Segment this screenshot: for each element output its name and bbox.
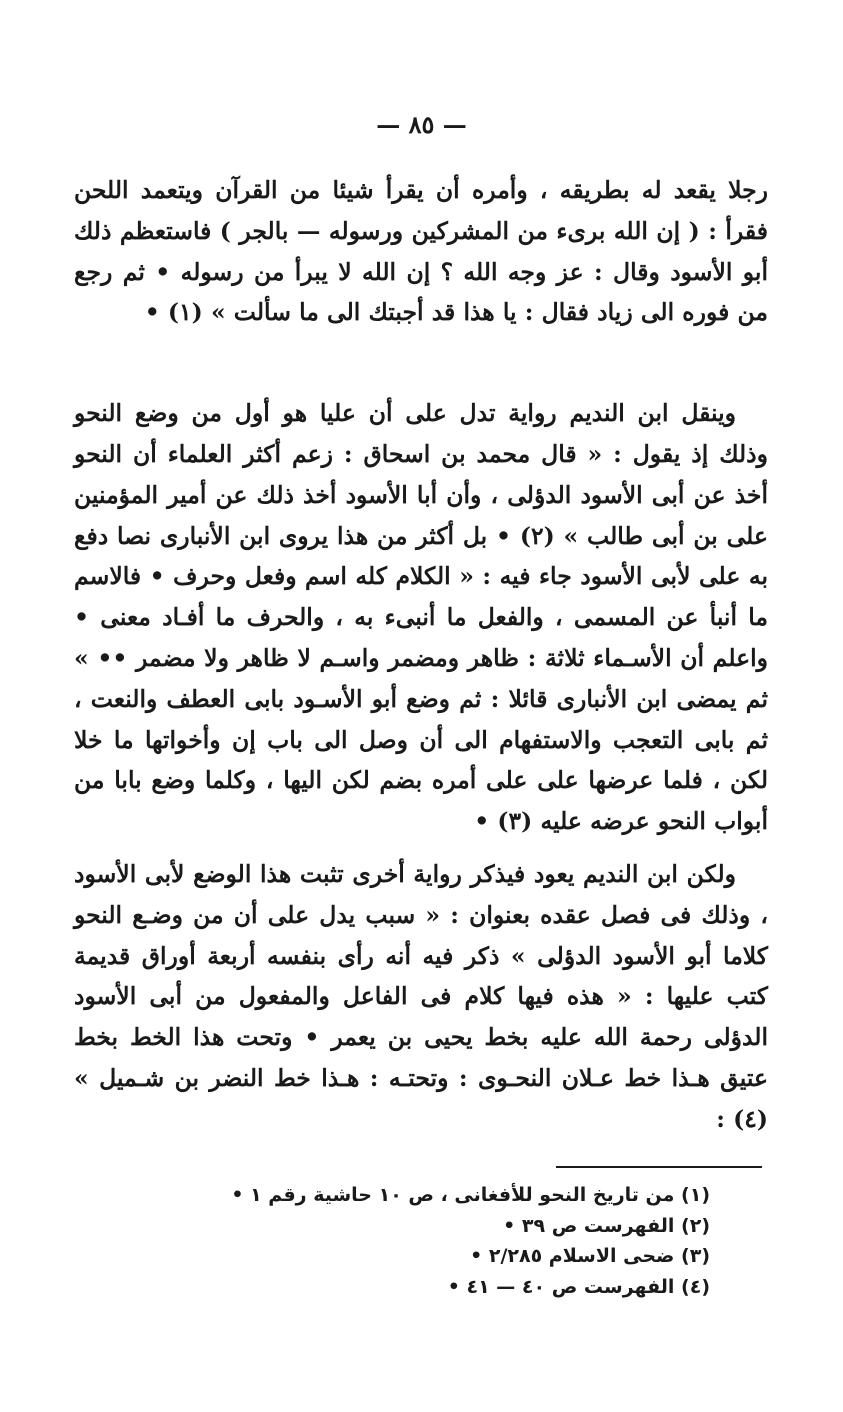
paragraph-3: ولكن ابن النديم يعود فيذكر رواية أخرى تثبت هذا الوضع لأبى الأسود ، وذلك فى فصل عقده بعنوان : « سبب يدل على أن من وضـع النحو كلاما أبو الأسود الدؤلى » ذكر فيه أنه رأى بنفسه أربعة أوراق قديمة كتب عليها : « هذه فيها كلام فى الفاعل والمفعول من أبى الأسود الدؤلى رحمة الله عليه بخط يحيى بن يعمر • وتحت هذا الخط بخط عتيق هـذا خط عـلان النحـوى : وتحتـه : هـذا خط النضر بن شـميل » (٤) : xyxy=(74,859,768,1133)
paragraph-1: رجلا يقعد له بطريقه ، وأمره أن يقرأ شيئا من القرآن ويتعمد اللحن فقرأ : ( إن الله برىء من المشركين ورسوله — بالجر ) فاستعظم ذلك أبو الأسود وقال : عز وجه الله ؟ إن الله لا يبرأ من رسوله • ثم رجع من فوره الى زياد فقال : يا هذا قد أجبتك الى ما سألت » (١) • xyxy=(74,176,768,327)
page-number: — ٨٥ — xyxy=(376,110,467,139)
footnote-3: (٣) ضحى الاسلام ٢/٢٨٥ • xyxy=(470,1245,710,1267)
footnote-1: (١) من تاريخ النحو للأفغانى ، ص ١٠ حاشية رقم ١ • xyxy=(231,1184,710,1206)
footnote-divider xyxy=(556,1166,762,1168)
footnote-2: (٢) الفهرست ص ٣٩ • xyxy=(503,1214,710,1237)
footnote-4: (٤) الفهرست ص ٤٠ — ٤١ • xyxy=(447,1275,710,1298)
body-text xyxy=(74,170,768,1140)
paragraph-2: وينقل ابن النديم رواية تدل على أن عليا هو أول من وضع النحو وذلك إذ يقول : « قال محمد بن اسحاق : زعم أكثر العلماء أن النحو أخذ عن أبى الأسود الدؤلى ، وأن أبا الأسود أخذ ذلك عن أمير المؤمنين على بن أبى طالب » (٢) • بل أكثر من هذا يروى ابن الأنبارى نصا دفع به على لأبى الأسود جاء فيه : « الكلام كله اسم وفعل وحرف • فالاسم ما أنبأ عن المسمى ، والفعل ما أنبىء به ، والحرف ما أفـاد معنى • واعلم أن الأسـماء ثلاثة : ظاهر ومضمر واسـم لا ظاهر ولا مضمر •• » ثم يمضى ابن الأنبارى قائلا : ثم وضع أبو الأسـود بابى العطف والنعت ، ثم بابى التعجب والاستفهام الى أن وصل الى باب إن وأخواتها ما خلا لكن ، فلما عرضها على على أمره بضم لكن اليها ، وكلما وضع بابا من أبواب النحو عرضه عليه (٣) • xyxy=(74,399,769,836)
paragraph-gap xyxy=(74,842,768,854)
footnotes-list xyxy=(100,1180,710,1302)
paragraph-gap xyxy=(74,333,768,393)
